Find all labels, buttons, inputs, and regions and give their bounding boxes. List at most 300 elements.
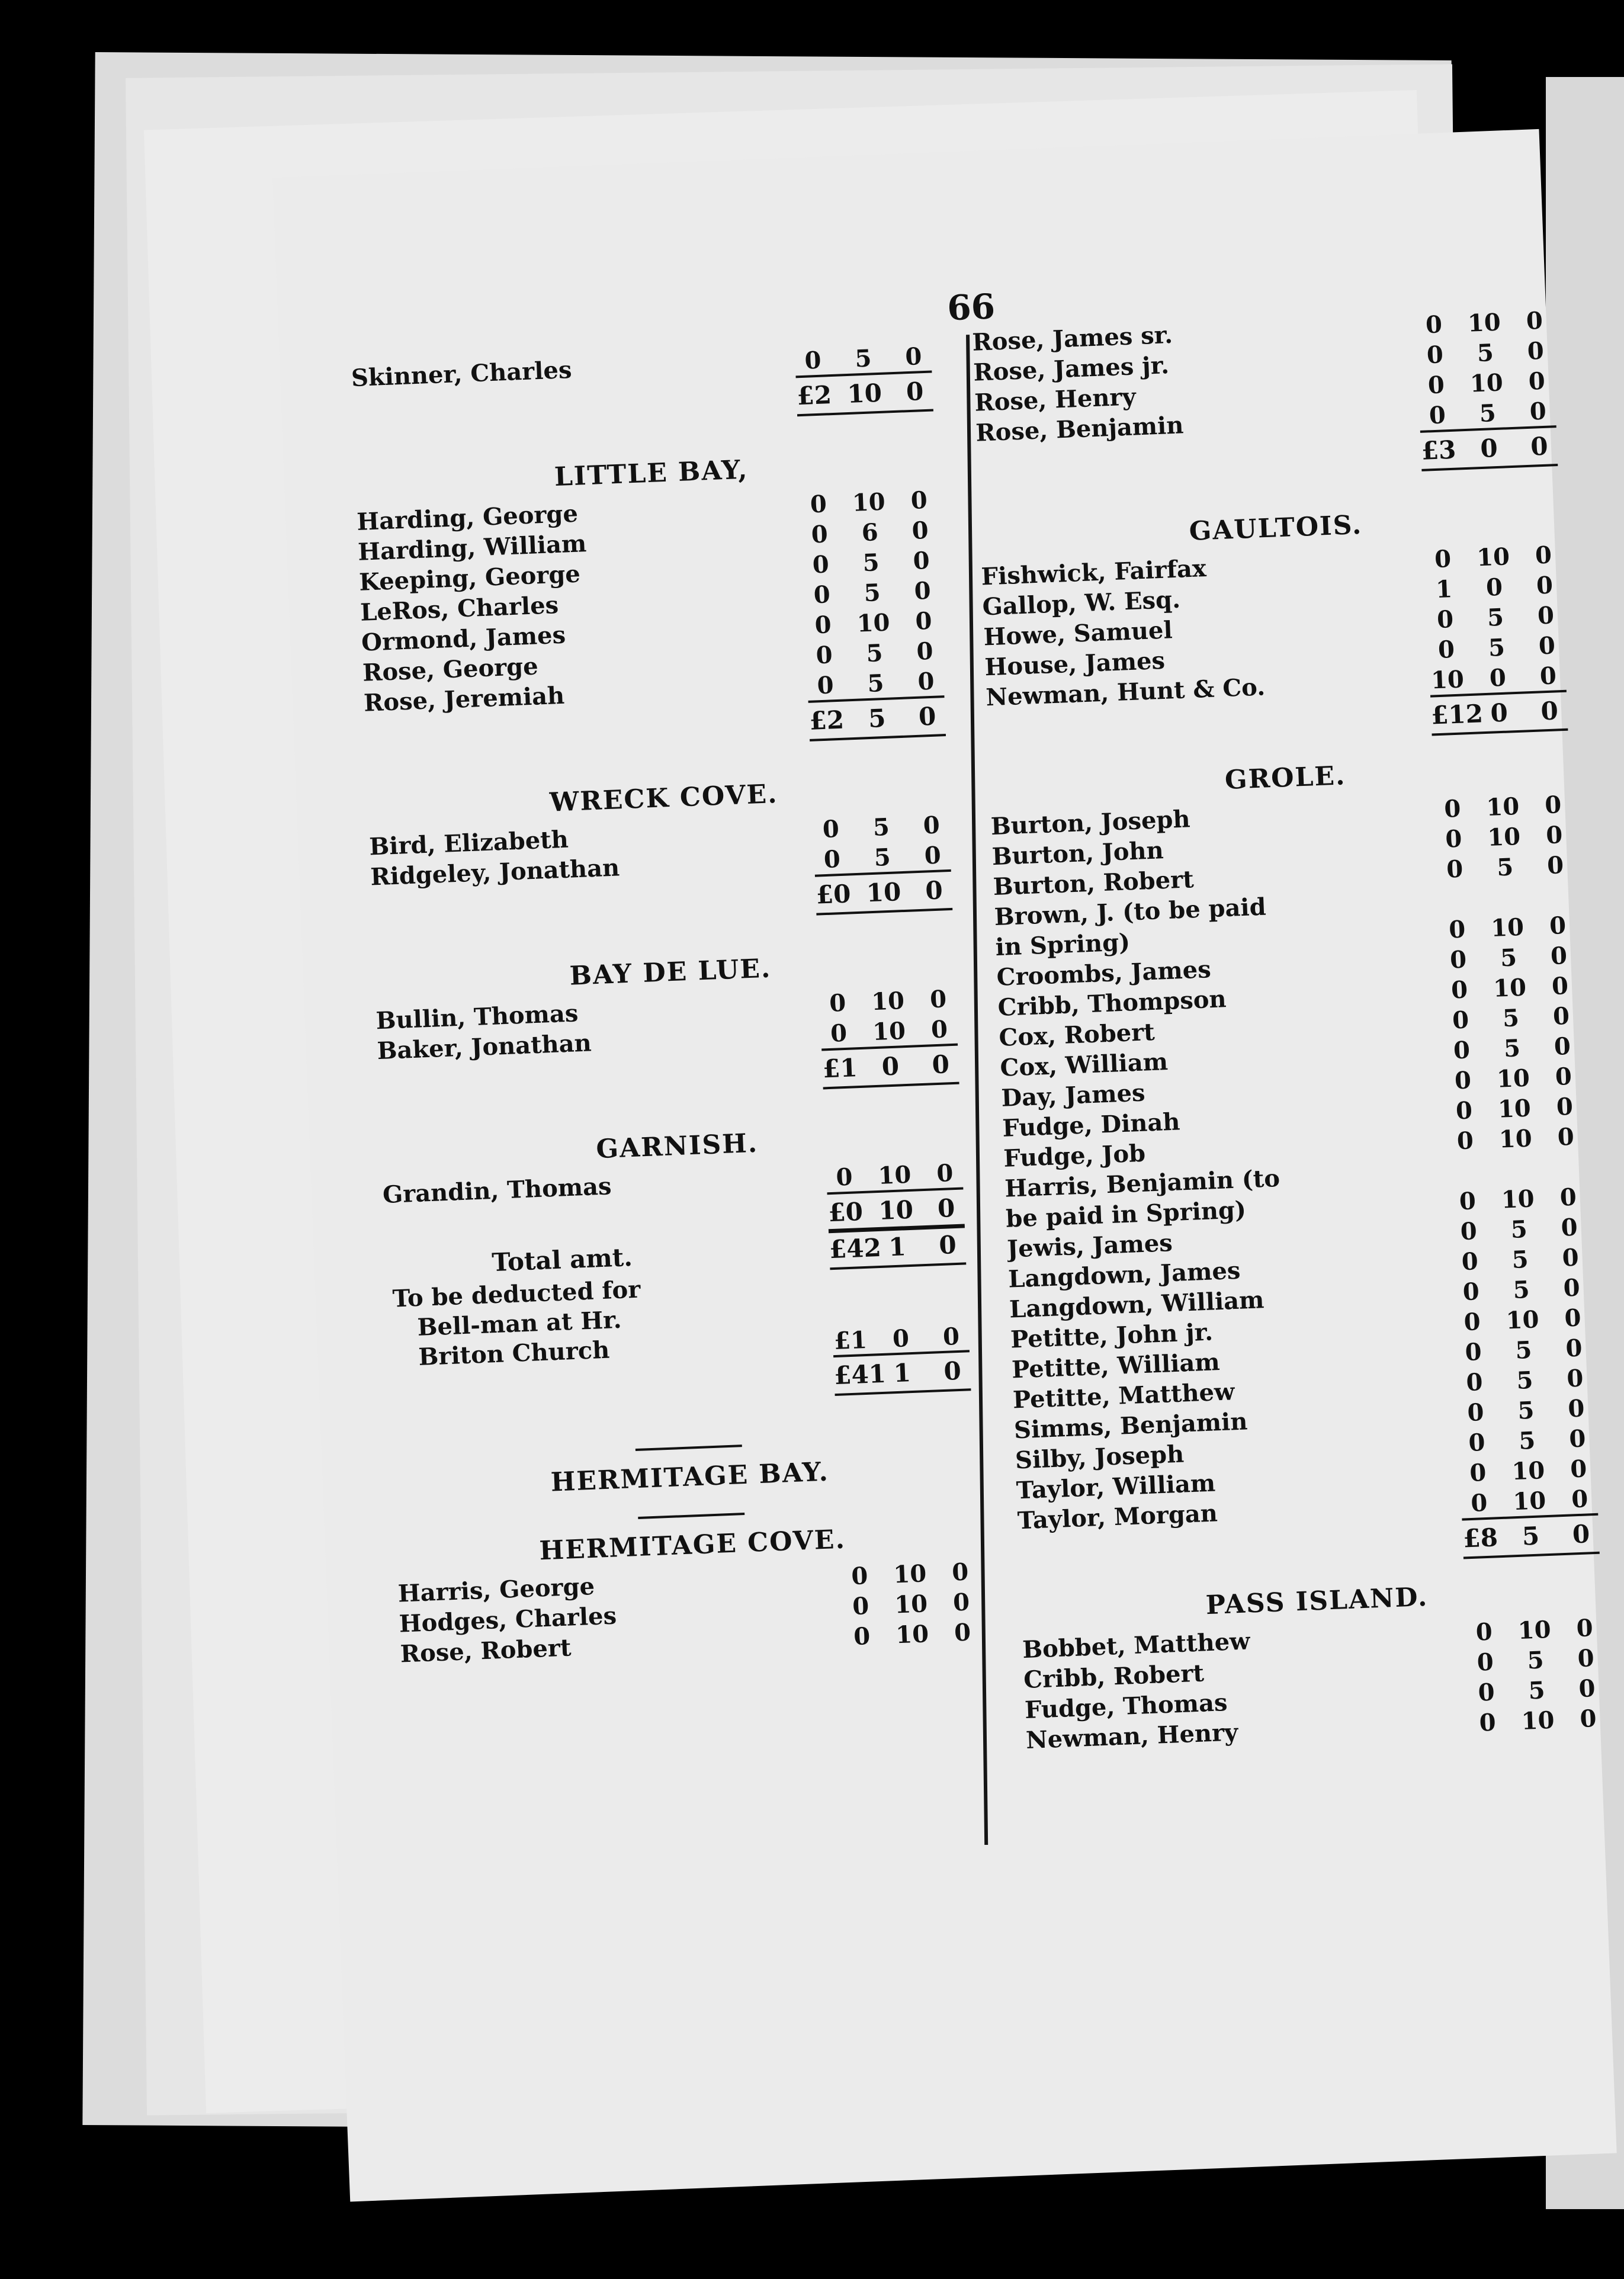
amount-part: 5 bbox=[1503, 1034, 1521, 1063]
amount-part: 0 bbox=[804, 346, 822, 375]
amount bbox=[813, 810, 962, 844]
amount bbox=[803, 546, 952, 580]
amount-part: 0 bbox=[1549, 911, 1567, 941]
amount-part: £1 bbox=[822, 1052, 858, 1083]
amount bbox=[805, 606, 954, 640]
amount-part: 10 bbox=[1467, 308, 1501, 338]
amount-part: 0 bbox=[835, 1163, 853, 1192]
right-column bbox=[972, 306, 1619, 1757]
section-title: PASS ISLAND. bbox=[1205, 1581, 1429, 1621]
amount-part: 0 bbox=[912, 546, 930, 575]
amount-part: 5 bbox=[1511, 1245, 1529, 1274]
amount-part: £3 bbox=[1420, 435, 1457, 466]
subscriber-name: Fudge, Dinah bbox=[1002, 1108, 1181, 1142]
amount-part: 0 bbox=[1527, 367, 1546, 396]
amount-part: 0 bbox=[1571, 1485, 1589, 1514]
amount bbox=[1469, 1704, 1619, 1738]
amount-part: 0 bbox=[1570, 1455, 1588, 1484]
section-pass-island bbox=[1020, 1569, 1619, 1757]
amount-part: 0 bbox=[1461, 1247, 1479, 1276]
section-title: GROLE. bbox=[1224, 760, 1347, 795]
subscriber-name: Harding, William bbox=[357, 529, 588, 566]
amount-part: 0 bbox=[937, 1193, 956, 1223]
amount-part: 0 bbox=[1550, 942, 1568, 971]
amount-part: 5 bbox=[1527, 1676, 1546, 1705]
amount-part: 0 bbox=[1446, 855, 1464, 884]
amount bbox=[1466, 1613, 1615, 1647]
amount-part: 0 bbox=[823, 845, 841, 874]
amount bbox=[1445, 1062, 1594, 1096]
amount-part: 1 bbox=[888, 1231, 907, 1262]
amount-part: 0 bbox=[1552, 1002, 1570, 1031]
amount bbox=[1439, 903, 1587, 909]
amount-part: 0 bbox=[1577, 1644, 1595, 1673]
amount-part: 5 bbox=[874, 843, 891, 872]
amount-part: 10 bbox=[877, 1160, 912, 1190]
amount-part: 0 bbox=[1477, 1678, 1495, 1707]
amount-part: 0 bbox=[1465, 1368, 1484, 1397]
amount-part: 0 bbox=[1538, 631, 1556, 660]
amount-part: 0 bbox=[1578, 1674, 1596, 1703]
amount-part: 0 bbox=[931, 1049, 950, 1079]
amount-part: 0 bbox=[943, 1356, 962, 1386]
amount-part: 0 bbox=[1434, 545, 1452, 574]
amount-part: 0 bbox=[1546, 851, 1564, 880]
amount-part: 0 bbox=[815, 641, 833, 670]
amount-part: 0 bbox=[1571, 1519, 1591, 1549]
amount-part: 5 bbox=[868, 703, 887, 733]
amount-part: 0 bbox=[1427, 371, 1445, 400]
subscriber-name: in Spring) bbox=[994, 928, 1131, 962]
subscriber-name: Rose, George bbox=[362, 652, 539, 687]
section-little-bay bbox=[355, 441, 958, 756]
amount-part: 0 bbox=[816, 671, 835, 700]
amount-part: 0 bbox=[952, 1588, 971, 1617]
subscriber-name: Simms, Benjamin bbox=[1013, 1407, 1249, 1445]
amount-part: 0 bbox=[1485, 573, 1503, 602]
subscriber-name: Bobbet, Matthew bbox=[1022, 1627, 1251, 1664]
amount-part: 0 bbox=[1429, 401, 1446, 430]
subscriber-name: Gallop, W. Esq. bbox=[981, 585, 1181, 621]
amount-part: 0 bbox=[1562, 1273, 1581, 1302]
amount-part: 10 bbox=[893, 1559, 927, 1589]
amount-part: £8 bbox=[1462, 1522, 1498, 1553]
amount-part: 5 bbox=[1487, 603, 1504, 632]
amount-part: 10 bbox=[1476, 543, 1510, 572]
amount bbox=[1417, 336, 1566, 370]
subscriber-name: Langdown, James bbox=[1007, 1256, 1241, 1293]
amount-part: 0 bbox=[1466, 1398, 1485, 1427]
section-bay-de-lue bbox=[374, 940, 971, 1104]
amount bbox=[819, 984, 968, 1018]
subscriber-name: Cox, Robert bbox=[998, 1017, 1156, 1052]
amount-part: 0 bbox=[1468, 1428, 1486, 1458]
amount-part: 0 bbox=[938, 1230, 957, 1260]
deduction-line: To be deducted for bbox=[391, 1275, 641, 1313]
amount bbox=[1418, 366, 1567, 400]
subscriber-name: House, James bbox=[984, 646, 1166, 682]
section-grole bbox=[988, 746, 1612, 1574]
amount-part: 5 bbox=[1478, 399, 1497, 428]
subscriber-name: Keeping, George bbox=[358, 560, 581, 596]
amount-part: 10 bbox=[1517, 1615, 1552, 1645]
amount-part: 5 bbox=[865, 639, 884, 668]
amount-part: 0 bbox=[954, 1618, 971, 1647]
left-column bbox=[351, 342, 993, 1671]
amount-part: 0 bbox=[852, 1592, 870, 1621]
subscriber-name: Rose, James sr. bbox=[971, 320, 1173, 357]
amount-part: 0 bbox=[942, 1322, 960, 1351]
amount-part: 0 bbox=[1568, 1424, 1587, 1453]
amount-part: 6 bbox=[861, 518, 879, 547]
amount-part: 0 bbox=[1459, 1187, 1477, 1216]
amount-part: 1 bbox=[893, 1357, 912, 1388]
amount-part: £0 bbox=[827, 1196, 864, 1227]
amount bbox=[1450, 1212, 1600, 1246]
amount-part: 0 bbox=[916, 637, 934, 666]
subscriber-name: Cox, William bbox=[999, 1048, 1169, 1082]
amount-part: 5 bbox=[863, 579, 881, 608]
amount bbox=[1434, 790, 1584, 824]
amount-part: 0 bbox=[930, 1015, 948, 1044]
amount-part: 0 bbox=[1449, 945, 1467, 974]
divider bbox=[638, 1513, 744, 1519]
amount-part: 5 bbox=[1526, 1646, 1545, 1675]
amount-part: 5 bbox=[1514, 1336, 1533, 1365]
subscriber-name: Harding, George bbox=[356, 499, 579, 536]
amount-part: 5 bbox=[1496, 853, 1514, 882]
amount bbox=[1446, 1092, 1595, 1125]
amount-part: 0 bbox=[813, 580, 831, 609]
amount-part: £42 bbox=[829, 1232, 882, 1264]
amount-part: 0 bbox=[1555, 1062, 1572, 1091]
amount-part: 10 bbox=[1469, 368, 1504, 398]
amount-part: 0 bbox=[936, 1159, 954, 1188]
amount-part: 0 bbox=[1529, 397, 1547, 426]
amount-part: 0 bbox=[829, 988, 847, 1017]
amount-part: 10 bbox=[846, 378, 882, 409]
amount-part: 0 bbox=[925, 875, 943, 906]
deduction-line: Bell-man at Hr. bbox=[416, 1305, 622, 1342]
amount-part: 0 bbox=[1463, 1308, 1481, 1337]
amount-part: 5 bbox=[1488, 633, 1506, 662]
amount-part bbox=[1539, 903, 1575, 904]
amount-part: 5 bbox=[1500, 943, 1517, 972]
total-amount bbox=[827, 1187, 964, 1233]
amount-part: 10 bbox=[1512, 1487, 1547, 1516]
section-title: BAY DE LUE. bbox=[569, 953, 772, 991]
amount-part: £2 bbox=[808, 705, 845, 736]
subscriber-name: Harris, Benjamin (to bbox=[1004, 1164, 1280, 1203]
top-entries bbox=[972, 306, 1568, 449]
grand-total-label: Total amt. bbox=[491, 1242, 633, 1277]
amount bbox=[841, 1557, 990, 1591]
subscriber-name: Croombs, James bbox=[996, 955, 1212, 992]
amount bbox=[795, 342, 944, 375]
amount bbox=[1449, 1174, 1597, 1180]
amount-part: 10 bbox=[1487, 822, 1521, 852]
subscriber-name: Cribb, Robert bbox=[1023, 1659, 1205, 1694]
amount-part: 10 bbox=[865, 877, 902, 907]
subscriber-name: Newman, Henry bbox=[1025, 1718, 1239, 1755]
amount-part: 10 bbox=[1496, 1064, 1530, 1093]
amount bbox=[1453, 1273, 1602, 1307]
amount-part: 0 bbox=[810, 490, 827, 519]
amount-part: 0 bbox=[1437, 635, 1455, 665]
amount-part: 0 bbox=[1452, 1006, 1469, 1035]
amount-part: 10 bbox=[1505, 1305, 1540, 1335]
amount-part: 0 bbox=[1535, 541, 1552, 570]
subscriber-name: Howe, Samuel bbox=[983, 616, 1173, 651]
section-garnish bbox=[380, 1114, 976, 1248]
amount-part: 0 bbox=[1566, 1364, 1584, 1393]
amount-part: 10 bbox=[1498, 1124, 1533, 1154]
amount-part: 0 bbox=[1450, 975, 1468, 1004]
amount-part: 0 bbox=[850, 1562, 869, 1591]
subscriber-name: Rose, Benjamin bbox=[975, 411, 1185, 447]
amount bbox=[1416, 306, 1565, 339]
amount-part: 0 bbox=[1545, 821, 1564, 850]
amount-part: 0 bbox=[1426, 341, 1444, 370]
amount-part: £12 bbox=[1430, 698, 1484, 730]
amount-part: £0 bbox=[815, 878, 852, 910]
amount-part: 0 bbox=[1464, 1338, 1482, 1367]
section-title: GARNISH. bbox=[595, 1128, 759, 1165]
amount-part bbox=[1499, 1176, 1535, 1177]
amount bbox=[1441, 971, 1590, 1005]
amount-part: 0 bbox=[1556, 1092, 1574, 1121]
amount-part: 0 bbox=[914, 606, 933, 635]
section-title: WRECK COVE. bbox=[549, 779, 779, 818]
amount-part: 0 bbox=[1454, 1066, 1472, 1095]
amount-part: 0 bbox=[922, 811, 941, 840]
amount-part: 0 bbox=[1489, 663, 1507, 692]
amount-part: 10 bbox=[1511, 1456, 1546, 1486]
amount-part: 10 bbox=[1520, 1706, 1555, 1735]
amount-part: 0 bbox=[1527, 336, 1545, 365]
subscriber-name: Harris, George bbox=[397, 1572, 595, 1608]
amount-part: 0 bbox=[913, 576, 932, 605]
subscriber-name: Rose, James jr. bbox=[973, 351, 1170, 387]
amount-part: £2 bbox=[796, 380, 832, 410]
amount-part: 5 bbox=[1502, 1004, 1520, 1033]
amount-part: 0 bbox=[811, 550, 830, 579]
amount bbox=[843, 1617, 993, 1651]
amount bbox=[1428, 631, 1577, 665]
amount-part: 0 bbox=[1551, 972, 1569, 1001]
amount-part: 0 bbox=[1556, 1122, 1575, 1151]
amount-part: 0 bbox=[1453, 1036, 1471, 1065]
total-amount bbox=[821, 1043, 959, 1089]
amount-part: 10 bbox=[1490, 913, 1524, 942]
subscriber-name: Rose, Jeremiah bbox=[363, 681, 565, 717]
amount-part: 10 bbox=[1485, 792, 1520, 822]
amount bbox=[1452, 1243, 1601, 1276]
amount-part: 0 bbox=[1536, 571, 1554, 600]
amount bbox=[801, 516, 951, 550]
subscriber-name: be paid in Spring) bbox=[1005, 1196, 1247, 1233]
amount-part: 0 bbox=[1567, 1394, 1586, 1423]
amount bbox=[1449, 1182, 1599, 1216]
amount-part bbox=[1439, 907, 1474, 908]
amount-part: 10 bbox=[856, 608, 891, 638]
subscriber-name: Burton, John bbox=[991, 836, 1164, 871]
amount-part: 0 bbox=[1475, 1617, 1493, 1646]
subscriber-name: Brown, J. (to be paid bbox=[993, 893, 1267, 932]
page-number: 66 bbox=[946, 286, 996, 329]
amount-part: 5 bbox=[1512, 1275, 1530, 1304]
amount-part: 0 bbox=[1559, 1183, 1577, 1212]
amount-part: 0 bbox=[810, 520, 829, 549]
amount-part: 0 bbox=[917, 667, 935, 696]
subscriber-name: Silby, Joseph bbox=[1015, 1440, 1185, 1475]
total-amount bbox=[815, 869, 952, 915]
amount-part: 10 bbox=[1497, 1094, 1532, 1124]
total-amount bbox=[1462, 1513, 1599, 1559]
amount bbox=[1458, 1394, 1607, 1427]
amount-part: 0 bbox=[1561, 1243, 1580, 1272]
amount-part: 0 bbox=[1476, 1648, 1494, 1677]
amount-part: 0 bbox=[904, 342, 923, 371]
amount-part: 5 bbox=[1510, 1215, 1528, 1244]
amount-part: 0 bbox=[1478, 1708, 1497, 1737]
amount-part: 0 bbox=[1554, 1032, 1571, 1061]
amount-part: 0 bbox=[1462, 1277, 1480, 1307]
amount bbox=[1439, 911, 1588, 945]
subscriber-name: Bullin, Thomas bbox=[375, 999, 579, 1035]
amount-part: 0 bbox=[830, 1019, 848, 1048]
amount-part: 0 bbox=[1445, 824, 1463, 853]
amount-part: 0 bbox=[1560, 1213, 1578, 1242]
amount bbox=[1442, 1002, 1591, 1035]
subscriber-name: Newman, Hunt & Co. bbox=[985, 673, 1266, 712]
subscriber-name: Jewis, James bbox=[1006, 1229, 1173, 1263]
section-title: HERMITAGE COVE. bbox=[538, 1524, 846, 1567]
amount-part: 10 bbox=[1430, 665, 1465, 695]
amount-part: 0 bbox=[911, 516, 929, 545]
amount-part: 0 bbox=[1564, 1304, 1582, 1333]
amount-part bbox=[1449, 1179, 1484, 1180]
amount bbox=[1468, 1674, 1617, 1707]
subscriber-name: Fudge, Job bbox=[1003, 1139, 1146, 1173]
amount-part: 0 bbox=[1544, 791, 1562, 820]
amount-part: 5 bbox=[1477, 339, 1494, 368]
amount-part: 0 bbox=[822, 815, 840, 844]
deduction-line: Briton Church bbox=[418, 1336, 611, 1371]
subscriber-name: Petitte, Matthew bbox=[1012, 1378, 1235, 1414]
amount bbox=[1424, 540, 1574, 574]
amount bbox=[804, 576, 953, 609]
amount-part: 0 bbox=[1443, 794, 1462, 823]
amount-part: 0 bbox=[918, 701, 937, 731]
amount-part: 5 bbox=[866, 669, 885, 698]
subscriber-name: Skinner, Charles bbox=[351, 355, 573, 393]
amount bbox=[1459, 1424, 1608, 1458]
amount-part: 0 bbox=[1455, 1096, 1473, 1125]
subscriber-name: Taylor, Morgan bbox=[1017, 1499, 1218, 1535]
amount-part: 0 bbox=[923, 841, 942, 870]
amount bbox=[1460, 1454, 1609, 1488]
amount bbox=[1455, 1333, 1604, 1367]
amount-part: 10 bbox=[1501, 1185, 1535, 1214]
amount bbox=[1436, 850, 1586, 884]
amount-part: 5 bbox=[1516, 1366, 1534, 1395]
total-amount bbox=[833, 1350, 971, 1396]
subscriber-name: Day, James bbox=[1000, 1078, 1146, 1112]
amount-part: 0 bbox=[1540, 695, 1559, 726]
section-title: LITTLE BAY, bbox=[554, 454, 749, 493]
ledger-page bbox=[272, 129, 1617, 2202]
amount-part: 10 bbox=[878, 1195, 914, 1225]
section-wreck-cove bbox=[367, 766, 964, 930]
amount bbox=[1454, 1303, 1603, 1337]
amount bbox=[806, 636, 955, 670]
subscriber-name: Cribb, Thompson bbox=[997, 985, 1227, 1022]
subscriber-name: Petitte, William bbox=[1011, 1348, 1221, 1384]
amount bbox=[1440, 941, 1589, 975]
amount-part: 0 bbox=[1575, 1614, 1594, 1643]
amount-part: 0 bbox=[1479, 433, 1498, 463]
amount-part: 1 bbox=[1435, 575, 1453, 604]
section-gaultois bbox=[979, 496, 1580, 750]
amount-part: 10 bbox=[895, 1620, 929, 1649]
amount bbox=[1443, 1032, 1593, 1065]
amount-part: 10 bbox=[871, 987, 905, 1016]
section-hermitage-cove bbox=[396, 1513, 993, 1670]
amount-part: 0 bbox=[1425, 310, 1443, 339]
amount-part: 0 bbox=[1459, 1217, 1478, 1246]
amount-part: 0 bbox=[910, 486, 928, 515]
amount bbox=[800, 486, 949, 519]
amount-part: £1 bbox=[833, 1325, 868, 1356]
subscriber-name: Hodges, Charles bbox=[399, 1601, 617, 1638]
amount-part: £41 bbox=[833, 1359, 887, 1390]
amount-part: 10 bbox=[1493, 973, 1527, 1003]
amount-part: 0 bbox=[1470, 1488, 1488, 1517]
amount-part: 0 bbox=[1530, 431, 1549, 461]
amount-part: 0 bbox=[1526, 306, 1543, 335]
amount bbox=[1426, 570, 1575, 604]
subscriber-name: Taylor, William bbox=[1016, 1469, 1216, 1505]
subscriber-name: Baker, Jonathan bbox=[376, 1029, 592, 1065]
subscriber-name: Grandin, Thomas bbox=[382, 1172, 612, 1209]
amount bbox=[1456, 1363, 1606, 1397]
amount bbox=[1427, 601, 1576, 634]
subscriber-name: Fishwick, Fairfax bbox=[980, 554, 1207, 591]
amount-part: 5 bbox=[854, 344, 872, 373]
subscriber-name: Bird, Elizabeth bbox=[368, 825, 569, 861]
subscriber-name: Petitte, John jr. bbox=[1010, 1318, 1214, 1354]
subscriber-name: Fudge, Thomas bbox=[1024, 1689, 1228, 1725]
amount-part: 0 bbox=[929, 985, 947, 1014]
subscriber-name: Ridgeley, Jonathan bbox=[370, 853, 620, 891]
amount-part: 0 bbox=[1436, 605, 1454, 634]
subscriber-name: Burton, Joseph bbox=[990, 805, 1191, 841]
total-amount bbox=[1430, 689, 1568, 736]
amount-part: 5 bbox=[1517, 1396, 1535, 1425]
amount bbox=[1467, 1644, 1616, 1677]
total-amount bbox=[808, 695, 946, 742]
amount-part: 10 bbox=[894, 1590, 928, 1619]
amount-part bbox=[1489, 905, 1524, 906]
amount-part: 5 bbox=[1518, 1426, 1536, 1455]
amount-part: 10 bbox=[852, 487, 886, 517]
amount-part: 0 bbox=[1579, 1705, 1597, 1734]
subscriber-name: Ormond, James bbox=[361, 621, 566, 657]
amount bbox=[1419, 396, 1568, 430]
subscriber-name: Langdown, William bbox=[1009, 1286, 1265, 1324]
amount bbox=[1447, 1122, 1596, 1155]
